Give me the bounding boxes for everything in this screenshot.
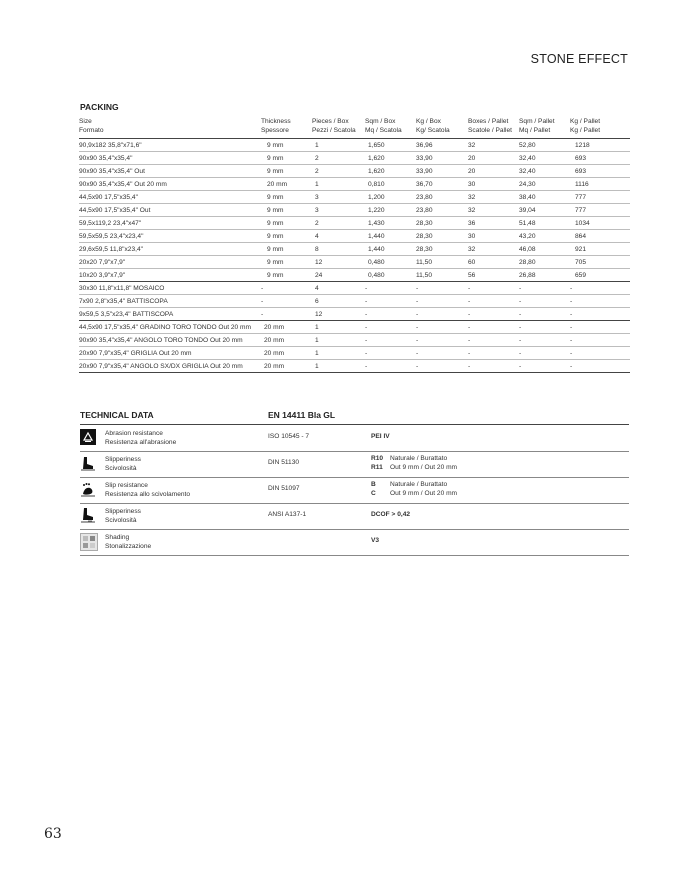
barefoot-slip-icon bbox=[80, 481, 96, 497]
cell-sqm-pallet: - bbox=[519, 321, 570, 334]
cell-sqm-pallet: 46,08 bbox=[519, 243, 570, 256]
tech-standard: DIN 51130 bbox=[268, 459, 300, 466]
tech-value: V3 bbox=[371, 537, 380, 544]
cell-kg-pallet: - bbox=[570, 295, 630, 308]
table-row bbox=[79, 308, 630, 321]
cell-size: 9x59,5 3,5"x23,4" BATTISCOPA bbox=[79, 308, 261, 321]
cell-sqm-pallet: - bbox=[519, 334, 570, 347]
cell-kg-pallet: 1116 bbox=[570, 178, 630, 191]
tech-name-it: Resistenza allo scivolamento bbox=[105, 490, 191, 498]
col-header-thickness: Thickness Spessore bbox=[261, 118, 312, 139]
cell-kg-box: 33,90 bbox=[416, 165, 468, 178]
cell-thickness: 9 mm bbox=[261, 152, 312, 165]
cell-sqm-pallet: 32,40 bbox=[519, 165, 570, 178]
tech-name-it: Scivolosità bbox=[105, 516, 137, 524]
technical-data-header bbox=[80, 410, 629, 425]
technical-data-title: TECHNICAL DATA bbox=[80, 410, 154, 420]
cell-thickness: 20 mm bbox=[261, 178, 312, 191]
cell-pieces: 2 bbox=[312, 165, 365, 178]
cell-thickness: 20 mm bbox=[261, 321, 312, 334]
tech-row-slip-resistance bbox=[80, 477, 629, 504]
cell-pieces: 3 bbox=[312, 191, 365, 204]
cell-thickness: 9 mm bbox=[261, 256, 312, 269]
cell-boxes-pallet: 20 bbox=[468, 152, 519, 165]
table-row bbox=[79, 243, 630, 256]
cell-pieces: 1 bbox=[312, 347, 365, 360]
cell-sqm-box: 1,650 bbox=[365, 139, 416, 152]
table-row bbox=[79, 230, 630, 243]
cell-kg-pallet: 659 bbox=[570, 269, 630, 282]
cell-sqm-pallet: - bbox=[519, 360, 570, 373]
abrasion-icon bbox=[80, 429, 96, 445]
cell-kg-pallet: 777 bbox=[570, 191, 630, 204]
col-header-boxes-pallet: Boxes / Pallet Scatole / Pallet bbox=[468, 118, 519, 139]
cell-size: 90,9x182 35,8"x71,6" bbox=[79, 139, 261, 152]
cell-kg-pallet: 705 bbox=[570, 256, 630, 269]
tech-standard: ANSI A137-1 bbox=[268, 511, 307, 518]
cell-kg-box: 33,90 bbox=[416, 152, 468, 165]
cell-pieces: 6 bbox=[312, 295, 365, 308]
table-row bbox=[79, 139, 630, 152]
cell-size: 7x90 2,8"x35,4" BATTISCOPA bbox=[79, 295, 261, 308]
cell-pieces: 12 bbox=[312, 256, 365, 269]
cell-kg-pallet: 777 bbox=[570, 204, 630, 217]
cell-pieces: 1 bbox=[312, 178, 365, 191]
tech-row-shading bbox=[80, 529, 629, 556]
cell-pieces: 1 bbox=[312, 139, 365, 152]
cell-boxes-pallet: - bbox=[468, 295, 519, 308]
cell-boxes-pallet: 56 bbox=[468, 269, 519, 282]
cell-kg-box: 23,80 bbox=[416, 204, 468, 217]
cell-pieces: 2 bbox=[312, 217, 365, 230]
cell-sqm-pallet: - bbox=[519, 347, 570, 360]
cell-kg-pallet: - bbox=[570, 308, 630, 321]
cell-kg-pallet: 1034 bbox=[570, 217, 630, 230]
cell-size: 44,5x90 17,5"x35,4" Out bbox=[79, 204, 261, 217]
cell-sqm-box: 1,200 bbox=[365, 191, 416, 204]
col-header-sqm-box: Sqm / Box Mq / Scatola bbox=[365, 118, 416, 139]
tech-name-it: Resistenza all'abrasione bbox=[105, 438, 177, 446]
table-row bbox=[79, 295, 630, 308]
cell-size: 20x90 7,9"x35,4" ANGOLO SX/DX GRIGLIA Out 20 mm bbox=[79, 360, 261, 373]
cell-boxes-pallet: 32 bbox=[468, 243, 519, 256]
cell-pieces: 12 bbox=[312, 308, 365, 321]
table-row bbox=[79, 282, 630, 295]
cell-sqm-box: - bbox=[365, 308, 416, 321]
cell-sqm-pallet: 38,40 bbox=[519, 191, 570, 204]
cell-kg-box: - bbox=[416, 282, 468, 295]
cell-kg-box: 36,96 bbox=[416, 139, 468, 152]
tech-name-en: Abrasion resistance bbox=[105, 430, 163, 437]
cell-boxes-pallet: 32 bbox=[468, 139, 519, 152]
shading-icon bbox=[80, 533, 98, 551]
table-row bbox=[79, 256, 630, 269]
cell-boxes-pallet: - bbox=[468, 360, 519, 373]
tech-name-en: Shading bbox=[105, 534, 130, 541]
cell-kg-box: 28,30 bbox=[416, 243, 468, 256]
table-row bbox=[79, 321, 630, 334]
cell-thickness: 9 mm bbox=[261, 243, 312, 256]
cell-thickness: 20 mm bbox=[261, 360, 312, 373]
cell-sqm-pallet: 39,04 bbox=[519, 204, 570, 217]
cell-size: 90x90 35,4"x35,4" bbox=[79, 152, 261, 165]
cell-kg-pallet: - bbox=[570, 360, 630, 373]
col-header-kg-box: Kg / Box Kg/ Scatola bbox=[416, 118, 468, 139]
col-header-pieces-box: Pieces / Box Pezzi / Scatola bbox=[312, 118, 365, 139]
cell-pieces: 24 bbox=[312, 269, 365, 282]
cell-pieces: 1 bbox=[312, 321, 365, 334]
cell-sqm-box: 1,440 bbox=[365, 230, 416, 243]
cell-sqm-box: 1,220 bbox=[365, 204, 416, 217]
cell-sqm-box: 0,480 bbox=[365, 269, 416, 282]
cell-thickness: - bbox=[261, 282, 312, 295]
collection-title: STONE EFFECT bbox=[530, 52, 628, 66]
cell-size: 30x30 11,8"x11,8" MOSAICO bbox=[79, 282, 261, 295]
cell-kg-pallet: - bbox=[570, 347, 630, 360]
cell-size: 90x90 35,4"x35,4" ANGOLO TORO TONDO Out 20 mm bbox=[79, 334, 261, 347]
table-row bbox=[79, 152, 630, 165]
tech-row-slipperiness-ansi bbox=[80, 503, 629, 530]
cell-sqm-pallet: 28,80 bbox=[519, 256, 570, 269]
cell-size: 59,5x59,5 23,4"x23,4" bbox=[79, 230, 261, 243]
cell-boxes-pallet: 30 bbox=[468, 178, 519, 191]
tech-standard: ISO 10545 - 7 bbox=[268, 433, 310, 440]
table-row bbox=[79, 191, 630, 204]
technical-standard: EN 14411 Bla GL bbox=[268, 410, 336, 420]
cell-sqm-pallet: 26,88 bbox=[519, 269, 570, 282]
cell-pieces: 4 bbox=[312, 282, 365, 295]
cell-sqm-pallet: 24,30 bbox=[519, 178, 570, 191]
cell-sqm-pallet: - bbox=[519, 308, 570, 321]
table-row bbox=[79, 165, 630, 178]
cell-kg-pallet: 693 bbox=[570, 152, 630, 165]
cell-sqm-box: 1,620 bbox=[365, 152, 416, 165]
cell-size: 20x90 7,9"x35,4" GRIGLIA Out 20 mm bbox=[79, 347, 261, 360]
col-header-sqm-pallet: Sqm / Pallet Mq / Pallet bbox=[519, 118, 570, 139]
tech-name-it: Stonalizzazione bbox=[105, 542, 152, 550]
cell-kg-box: - bbox=[416, 360, 468, 373]
cell-boxes-pallet: - bbox=[468, 282, 519, 295]
cell-thickness: 20 mm bbox=[261, 334, 312, 347]
cell-kg-box: 11,50 bbox=[416, 269, 468, 282]
packing-table bbox=[79, 118, 630, 373]
shoe-slipperiness-icon bbox=[80, 455, 96, 471]
cell-size: 10x20 3,9"x7,9" bbox=[79, 269, 261, 282]
tech-value: PEI IV bbox=[371, 433, 390, 440]
cell-thickness: 9 mm bbox=[261, 165, 312, 178]
cell-size: 29,6x59,5 11,8"x23,4" bbox=[79, 243, 261, 256]
cell-size: 20x20 7,9"x7,9" bbox=[79, 256, 261, 269]
cell-sqm-box: - bbox=[365, 360, 416, 373]
cell-sqm-box: - bbox=[365, 334, 416, 347]
cell-size: 44,5x90 17,5"x35,4" bbox=[79, 191, 261, 204]
cell-thickness: 9 mm bbox=[261, 230, 312, 243]
cell-size: 90x90 35,4"x35,4" Out bbox=[79, 165, 261, 178]
cell-kg-box: - bbox=[416, 347, 468, 360]
cell-sqm-box: 0,810 bbox=[365, 178, 416, 191]
cell-sqm-pallet: 51,48 bbox=[519, 217, 570, 230]
cell-pieces: 4 bbox=[312, 230, 365, 243]
cell-sqm-box: - bbox=[365, 321, 416, 334]
tech-name-en: Slip resistance bbox=[105, 482, 148, 489]
cell-sqm-box: 1,620 bbox=[365, 165, 416, 178]
cell-thickness: 9 mm bbox=[261, 217, 312, 230]
cell-boxes-pallet: 60 bbox=[468, 256, 519, 269]
cell-boxes-pallet: 32 bbox=[468, 204, 519, 217]
col-header-size: Size Formato bbox=[79, 118, 261, 139]
cell-thickness: - bbox=[261, 308, 312, 321]
cell-kg-box: - bbox=[416, 295, 468, 308]
cell-sqm-box: 1,430 bbox=[365, 217, 416, 230]
cell-kg-box: - bbox=[416, 334, 468, 347]
cell-kg-box: 28,30 bbox=[416, 230, 468, 243]
cell-size: 44,5x90 17,5"x35,4" GRADINO TORO TONDO Out 20 mm bbox=[79, 321, 261, 334]
cell-boxes-pallet: - bbox=[468, 347, 519, 360]
cell-sqm-pallet: - bbox=[519, 282, 570, 295]
table-row bbox=[79, 269, 630, 282]
cell-boxes-pallet: 32 bbox=[468, 191, 519, 204]
cell-thickness: - bbox=[261, 295, 312, 308]
cell-kg-pallet: 1218 bbox=[570, 139, 630, 152]
cell-thickness: 9 mm bbox=[261, 139, 312, 152]
cell-sqm-pallet: 43,20 bbox=[519, 230, 570, 243]
cell-boxes-pallet: - bbox=[468, 308, 519, 321]
cell-thickness: 9 mm bbox=[261, 204, 312, 217]
shoe-dcof-icon bbox=[80, 507, 96, 523]
cell-kg-box: 11,50 bbox=[416, 256, 468, 269]
cell-pieces: 1 bbox=[312, 360, 365, 373]
cell-kg-pallet: - bbox=[570, 282, 630, 295]
tech-name-en: Slipperiness bbox=[105, 456, 141, 463]
cell-kg-box: 36,70 bbox=[416, 178, 468, 191]
cell-kg-pallet: 921 bbox=[570, 243, 630, 256]
table-row bbox=[79, 360, 630, 373]
table-row bbox=[79, 347, 630, 360]
cell-sqm-pallet: 52,80 bbox=[519, 139, 570, 152]
cell-kg-pallet: - bbox=[570, 321, 630, 334]
cell-kg-box: - bbox=[416, 321, 468, 334]
cell-boxes-pallet: - bbox=[468, 321, 519, 334]
cell-sqm-pallet: 32,40 bbox=[519, 152, 570, 165]
tech-value: DCOF > 0,42 bbox=[371, 511, 411, 518]
cell-pieces: 2 bbox=[312, 152, 365, 165]
tech-name-en: Slipperiness bbox=[105, 508, 141, 515]
cell-kg-pallet: - bbox=[570, 334, 630, 347]
tech-value: B Naturale / Burattato C Out 9 mm / Out 20 mm bbox=[371, 481, 458, 497]
page-number: 63 bbox=[44, 826, 62, 842]
cell-sqm-box: - bbox=[365, 295, 416, 308]
cell-boxes-pallet: - bbox=[468, 334, 519, 347]
cell-kg-box: 28,30 bbox=[416, 217, 468, 230]
cell-sqm-box: - bbox=[365, 347, 416, 360]
cell-thickness: 20 mm bbox=[261, 347, 312, 360]
cell-boxes-pallet: 30 bbox=[468, 230, 519, 243]
cell-kg-box: 23,80 bbox=[416, 191, 468, 204]
cell-kg-pallet: 693 bbox=[570, 165, 630, 178]
cell-pieces: 8 bbox=[312, 243, 365, 256]
cell-thickness: 9 mm bbox=[261, 191, 312, 204]
table-row bbox=[79, 217, 630, 230]
cell-pieces: 3 bbox=[312, 204, 365, 217]
tech-row-abrasion bbox=[80, 425, 629, 452]
cell-size: 90x90 35,4"x35,4" Out 20 mm bbox=[79, 178, 261, 191]
cell-sqm-box: - bbox=[365, 282, 416, 295]
cell-sqm-box: 1,440 bbox=[365, 243, 416, 256]
table-row bbox=[79, 178, 630, 191]
cell-boxes-pallet: 20 bbox=[468, 165, 519, 178]
cell-kg-box: - bbox=[416, 308, 468, 321]
cell-boxes-pallet: 36 bbox=[468, 217, 519, 230]
table-row bbox=[79, 334, 630, 347]
tech-name-it: Scivolosità bbox=[105, 464, 137, 472]
packing-header-row bbox=[79, 118, 630, 139]
table-row bbox=[79, 204, 630, 217]
cell-kg-pallet: 864 bbox=[570, 230, 630, 243]
col-header-kg-pallet: Kg / Pallet Kg / Pallet bbox=[570, 118, 630, 139]
tech-value: R10 Naturale / Burattato R11 Out 9 mm / Out 20 mm bbox=[371, 455, 458, 471]
cell-sqm-pallet: - bbox=[519, 295, 570, 308]
tech-standard: DIN 51097 bbox=[268, 485, 300, 492]
cell-thickness: 9 mm bbox=[261, 269, 312, 282]
tech-row-slipperiness-din bbox=[80, 451, 629, 478]
cell-size: 59,5x119,2 23,4"x47" bbox=[79, 217, 261, 230]
packing-title: PACKING bbox=[80, 102, 119, 112]
cell-sqm-box: 0,480 bbox=[365, 256, 416, 269]
cell-pieces: 1 bbox=[312, 334, 365, 347]
